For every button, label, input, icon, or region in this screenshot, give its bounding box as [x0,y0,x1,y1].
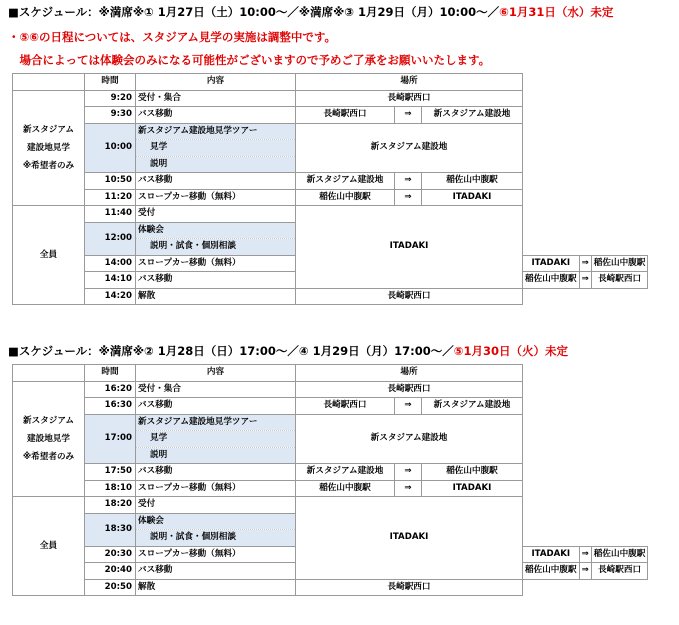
content-cell: 解散 [136,288,296,305]
time-cell: 18:20 [85,497,136,514]
table-row [13,90,648,107]
arrow-icon: ⇒ [579,272,591,289]
content-cell: 体験会 [136,222,296,239]
header-content: 内容 [136,74,296,91]
arrow-icon: ⇒ [579,255,591,272]
group-label-line: 建設地見学 [27,142,70,153]
table-row [13,381,648,398]
from-place: ITADAKI [523,546,580,563]
content-sub-cell: 説明 [136,156,296,173]
red-note-text: ⑤1月30日（火）未定 [453,344,568,358]
content-cell: スロープカー移動（無料） [136,546,296,563]
from-place: 稲佐山中腹駅 [296,480,395,497]
to-place: 稲佐山中腹駅 [422,464,523,481]
content-sub-cell: 説明・試食・個別相談 [136,530,296,547]
table-row [13,206,648,223]
group-label-line: 新スタジアム [23,415,74,426]
header-blank [13,74,85,91]
content-cell: スロープカー移動（無料） [136,255,296,272]
time-cell: 10:00 [85,123,136,173]
place-cell: ITADAKI [296,497,523,580]
table-row [13,288,648,305]
schedule-note-line [8,4,613,20]
schedule-table-1 [12,73,648,305]
to-place: 長崎駅西口 [591,563,648,580]
arrow-icon: ⇒ [395,107,422,124]
from-place: 稲佐山中腹駅 [523,563,580,580]
place-cell: 長崎駅西口 [296,288,523,305]
place-cell: 長崎駅西口 [296,579,523,596]
group-label-line: 全員 [39,250,58,260]
place-cell: 新スタジアム建設地 [296,123,523,173]
content-cell: バス移動 [136,563,296,580]
table-row [13,107,648,124]
arrow-icon: ⇒ [395,480,422,497]
group-label [13,206,85,305]
time-cell: 16:20 [85,381,136,398]
table-row [13,123,648,140]
place-cell: 長崎駅西口 [296,90,523,107]
header-place: 場所 [296,74,523,91]
content-cell: バス移動 [136,173,296,190]
header-content: 内容 [136,365,296,382]
from-place: 稲佐山中腹駅 [296,189,395,206]
to-place: ITADAKI [422,189,523,206]
arrow-icon: ⇒ [579,563,591,580]
content-cell: 新スタジアム建設地見学ツアー [136,123,296,140]
arrow-icon: ⇒ [395,173,422,190]
header-time: 時間 [85,74,136,91]
red-note-text: ・⑤⑥の日程については、スタジアム見学の実施は調整中です。 [8,30,337,44]
table-row [13,464,648,481]
content-cell: 受付 [136,497,296,514]
group-label [13,381,85,497]
time-cell: 18:30 [85,513,136,546]
time-cell: 20:30 [85,546,136,563]
place-cell: ITADAKI [296,206,523,289]
content-cell: 受付・集合 [136,90,296,107]
to-place: 新スタジアム建設地 [422,398,523,415]
header-blank [13,365,85,382]
table-row [13,173,648,190]
from-place: 長崎駅西口 [296,398,395,415]
time-cell: 12:00 [85,222,136,255]
group-label-line: ※希望者のみ [22,451,75,462]
content-cell: 受付・集合 [136,381,296,398]
content-sub-cell: 説明・試食・個別相談 [136,239,296,256]
to-place: 稲佐山中腹駅 [422,173,523,190]
table-row [13,579,648,596]
time-cell: 20:40 [85,563,136,580]
content-cell: 新スタジアム建設地見学ツアー [136,414,296,431]
time-cell: 14:10 [85,272,136,289]
note-text: ■スケジュール：※満席※② 1月28日（日）17:00～／④ 1月29日（月）17:00～／ [8,344,454,358]
time-cell: 9:30 [85,107,136,124]
time-cell: 20:50 [85,579,136,596]
content-cell: スロープカー移動（無料） [136,480,296,497]
schedule-note-line [8,52,490,68]
time-cell: 9:20 [85,90,136,107]
schedule-note-line [8,343,568,359]
to-place: ITADAKI [422,480,523,497]
from-place: 新スタジアム建設地 [296,173,395,190]
table-header-row [13,365,648,382]
content-cell: スロープカー移動（無料） [136,189,296,206]
time-cell: 11:40 [85,206,136,223]
group-label [13,90,85,206]
content-cell: バス移動 [136,464,296,481]
note-text: ■スケジュール：※満席※① 1月27日（土）10:00～／※満席※③ 1月29日（月）10:00～／ [8,5,500,19]
arrow-icon: ⇒ [395,464,422,481]
from-place: 稲佐山中腹駅 [523,272,580,289]
table-row [13,398,648,415]
header-place: 場所 [296,365,523,382]
table-row [13,497,648,514]
time-cell: 16:30 [85,398,136,415]
table-header-row [13,74,648,91]
content-cell: 解散 [136,579,296,596]
content-sub-cell: 説明 [136,447,296,464]
time-cell: 17:50 [85,464,136,481]
group-label-line: 建設地見学 [27,433,70,444]
time-cell: 14:20 [85,288,136,305]
from-place: 長崎駅西口 [296,107,395,124]
place-cell: 長崎駅西口 [296,381,523,398]
arrow-icon: ⇒ [579,546,591,563]
time-cell: 14:00 [85,255,136,272]
red-note-text: ⑥1月31日（水）未定 [499,5,614,19]
from-place: ITADAKI [523,255,580,272]
arrow-icon: ⇒ [395,398,422,415]
content-cell: バス移動 [136,107,296,124]
group-label [13,497,85,596]
to-place: 長崎駅西口 [591,272,648,289]
group-label-line: ※希望者のみ [22,160,75,171]
red-note-text: 場合によっては体験会のみになる可能性がございますので予めご了承をお願いいたします。 [8,53,491,67]
time-cell: 11:20 [85,189,136,206]
content-cell: バス移動 [136,272,296,289]
to-place: 新スタジアム建設地 [422,107,523,124]
arrow-icon: ⇒ [395,189,422,206]
content-cell: 受付 [136,206,296,223]
table-row [13,414,648,431]
content-cell: バス移動 [136,398,296,415]
to-place: 稲佐山中腹駅 [591,255,648,272]
time-cell: 10:50 [85,173,136,190]
group-label-line: 全員 [39,541,58,551]
from-place: 新スタジアム建設地 [296,464,395,481]
schedule-note-line [8,29,336,45]
table-row [13,189,648,206]
content-sub-cell: 見学 [136,431,296,448]
place-cell: 新スタジアム建設地 [296,414,523,464]
table-row [13,480,648,497]
content-cell: 体験会 [136,513,296,530]
time-cell: 18:10 [85,480,136,497]
schedule-table-2 [12,364,648,596]
to-place: 稲佐山中腹駅 [591,546,648,563]
group-label-line: 新スタジアム [23,124,74,135]
header-time: 時間 [85,365,136,382]
content-sub-cell: 見学 [136,140,296,157]
time-cell: 17:00 [85,414,136,464]
